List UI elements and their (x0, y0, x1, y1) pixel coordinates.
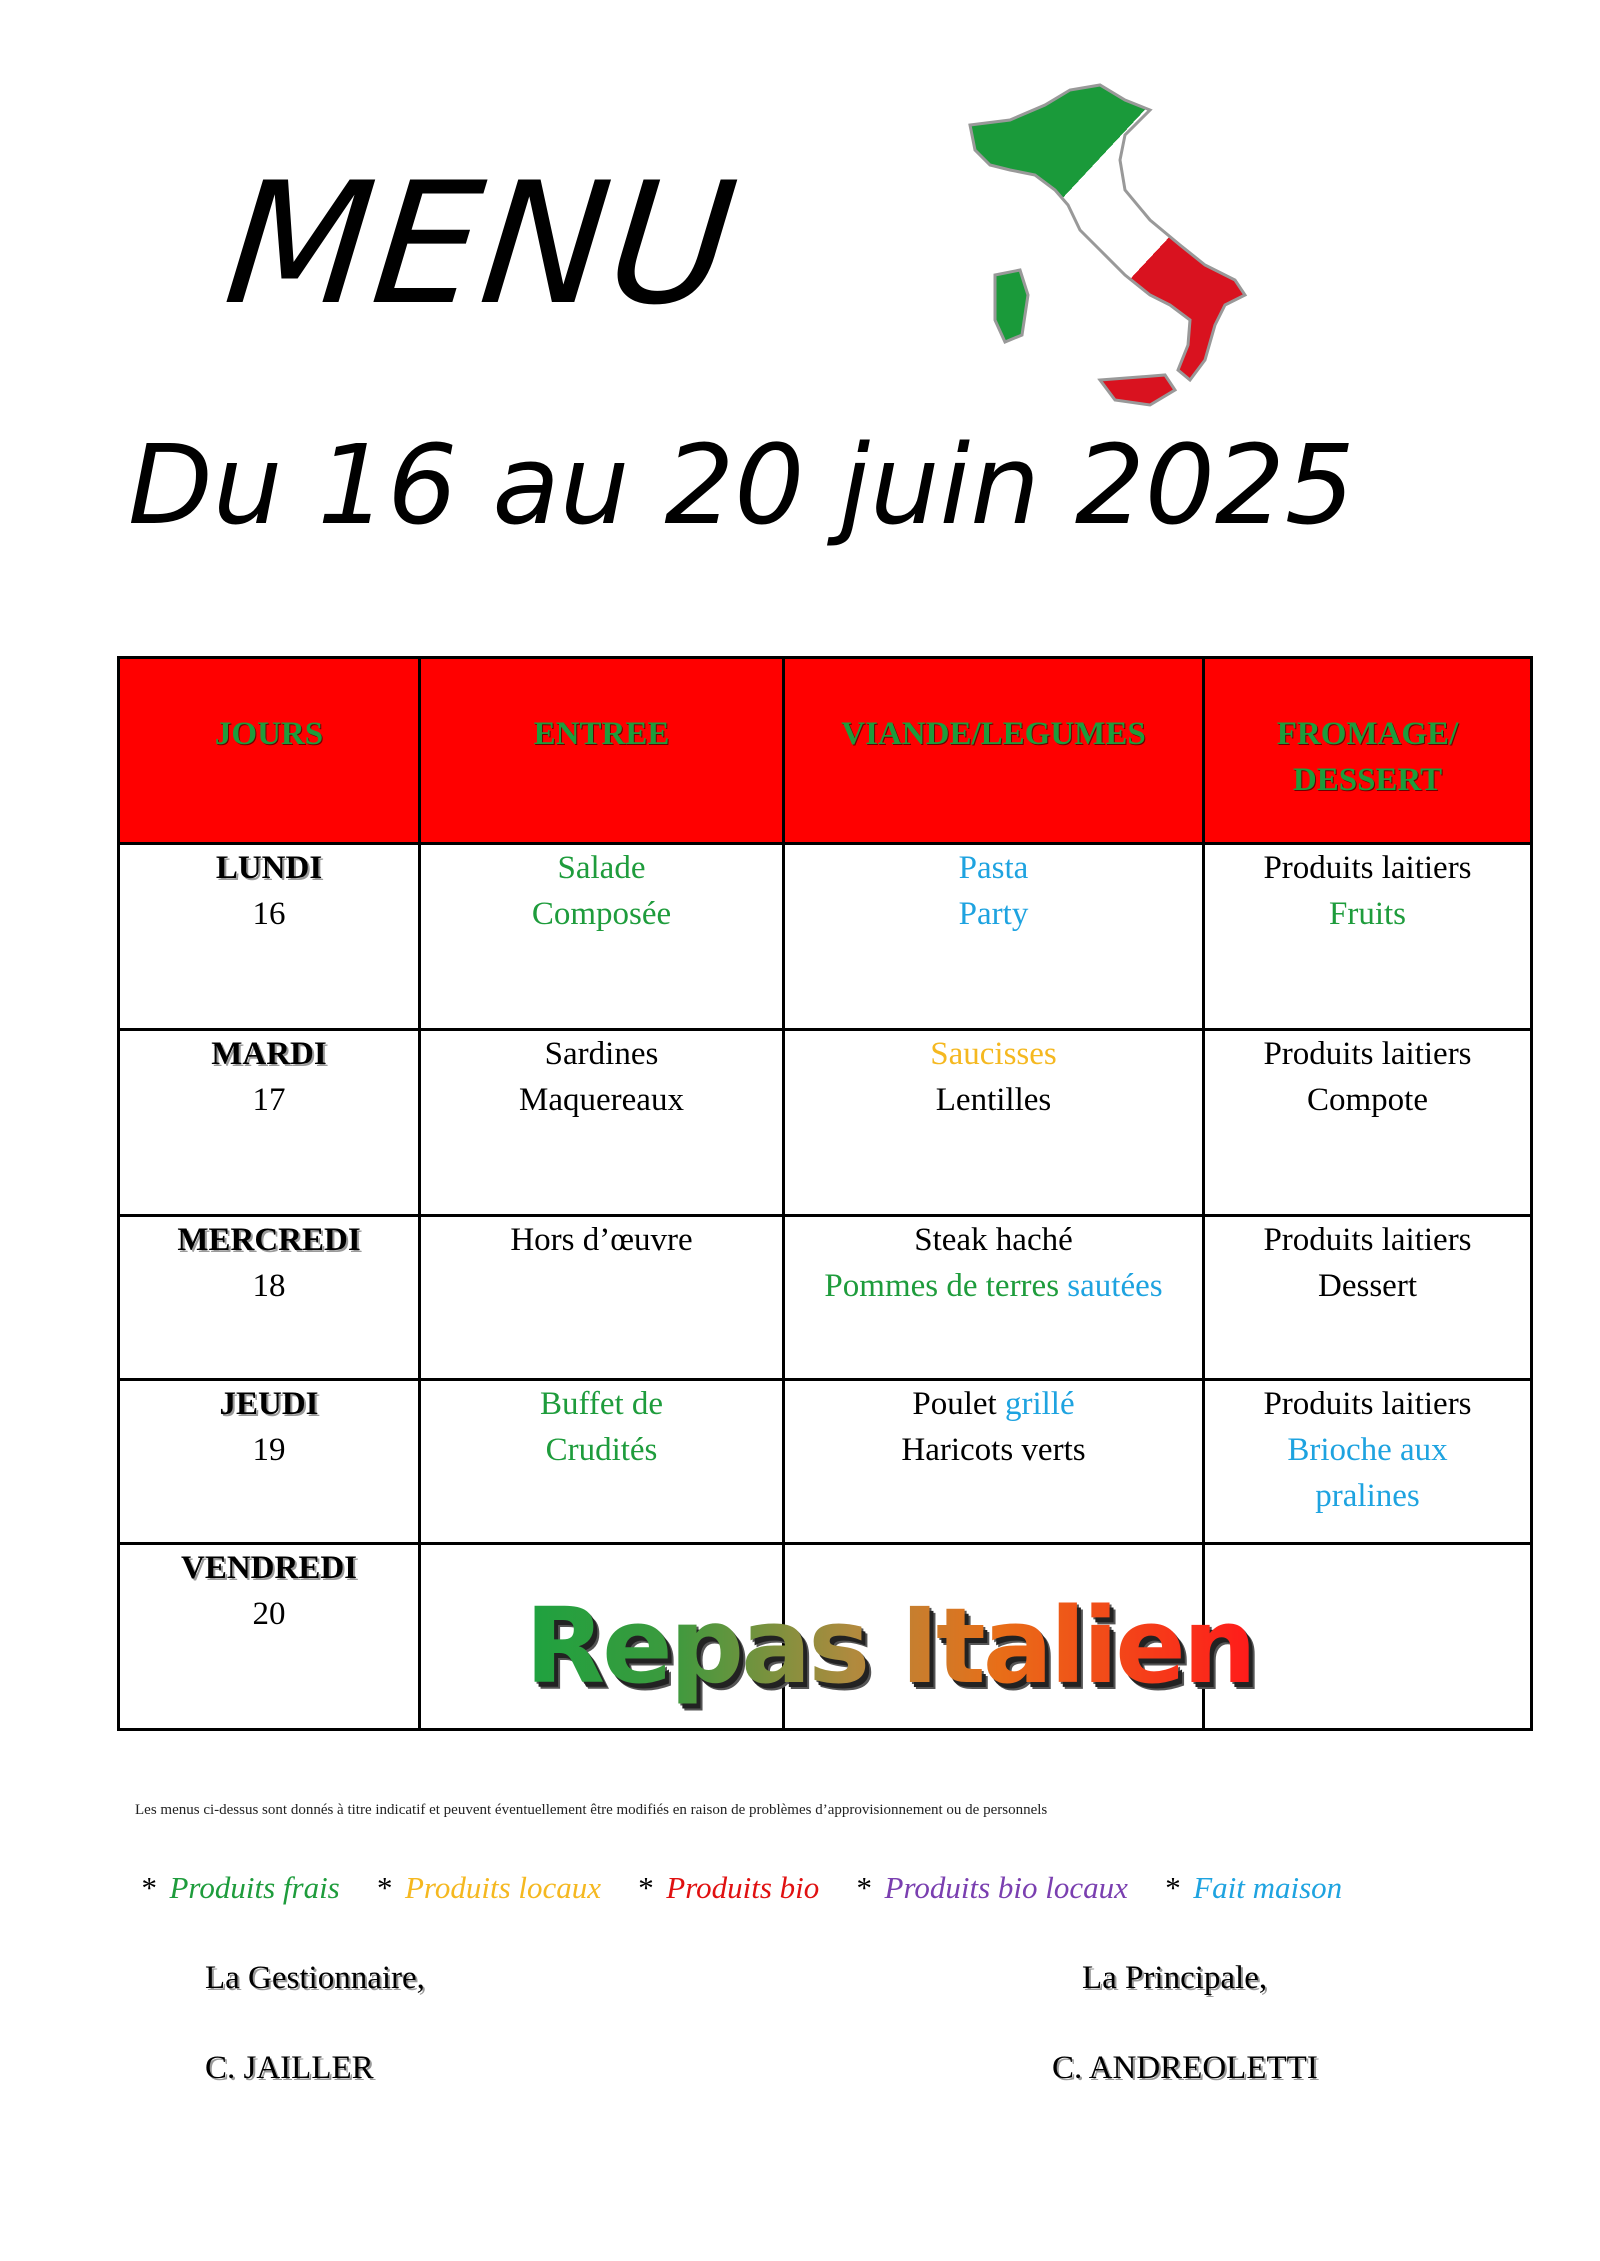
menu-title: MENU (217, 146, 747, 342)
header-entree: ENTREE (420, 658, 784, 844)
dessert-cell: Produits laitiers Dessert (1204, 1216, 1532, 1380)
disclaimer-note: Les menus ci-dessus sont donnés à titre indicatif et peuvent éventuellement être modifiés en raison de problèmes d’approvisionnement ou de personnels (135, 1802, 1048, 1818)
legend-item-bio: * Produits bio (636, 1870, 820, 1905)
dessert-cell: Produits laitiers Compote (1204, 1030, 1532, 1216)
header-jours: JOURS (119, 658, 420, 844)
italy-flag-map-icon (950, 80, 1280, 430)
legend (140, 1870, 1370, 1906)
legend-item-fait-maison: * Fait maison (1163, 1870, 1343, 1905)
legend-item-frais: * Produits frais (140, 1870, 340, 1905)
viande-cell: Saucisses Lentilles (784, 1030, 1204, 1216)
signature-right-role: La Principale, (1082, 1960, 1268, 1996)
table-row (119, 1030, 1532, 1216)
legend-item-locaux: * Produits locaux (375, 1870, 602, 1905)
signature-right-name: C. ANDREOLETTI (1052, 2050, 1318, 2086)
day-cell: MARDI 17 (119, 1030, 420, 1216)
repas-italien-banner: Repas Italien (525, 1585, 1254, 1707)
menu-dates: Du 16 au 20 juin 2025 (128, 421, 1355, 549)
header-fromage-dessert: FROMAGE/ DESSERT (1204, 658, 1532, 844)
day-cell: LUNDI 16 (119, 844, 420, 1030)
entree-cell: Hors d’œuvre (420, 1216, 784, 1380)
signature-left-name: C. JAILLER (205, 2050, 374, 2086)
day-cell: MERCREDI 18 (119, 1216, 420, 1380)
signature-left-role: La Gestionnaire, (205, 1960, 425, 1996)
viande-cell: Pasta Party (784, 844, 1204, 1030)
day-cell: VENDREDI 20 (119, 1544, 420, 1730)
entree-cell: Salade Composée (420, 844, 784, 1030)
viande-cell: Poulet grillé Haricots verts (784, 1380, 1204, 1544)
viande-cell: Steak haché Pommes de terres sautées (784, 1216, 1204, 1380)
entree-cell: Buffet de Crudités (420, 1380, 784, 1544)
table-row (119, 1380, 1532, 1544)
table-row (119, 1216, 1532, 1380)
dessert-cell: Produits laitiers Fruits (1204, 844, 1532, 1030)
dessert-cell: Produits laitiers Brioche aux pralines (1204, 1380, 1532, 1544)
legend-item-bio-locaux: * Produits bio locaux (855, 1870, 1128, 1905)
menu-table (117, 656, 1533, 1731)
entree-cell: Sardines Maquereaux (420, 1030, 784, 1216)
table-row (119, 844, 1532, 1030)
day-cell: JEUDI 19 (119, 1380, 420, 1544)
header-viande-legumes: VIANDE/LEGUMES (784, 658, 1204, 844)
